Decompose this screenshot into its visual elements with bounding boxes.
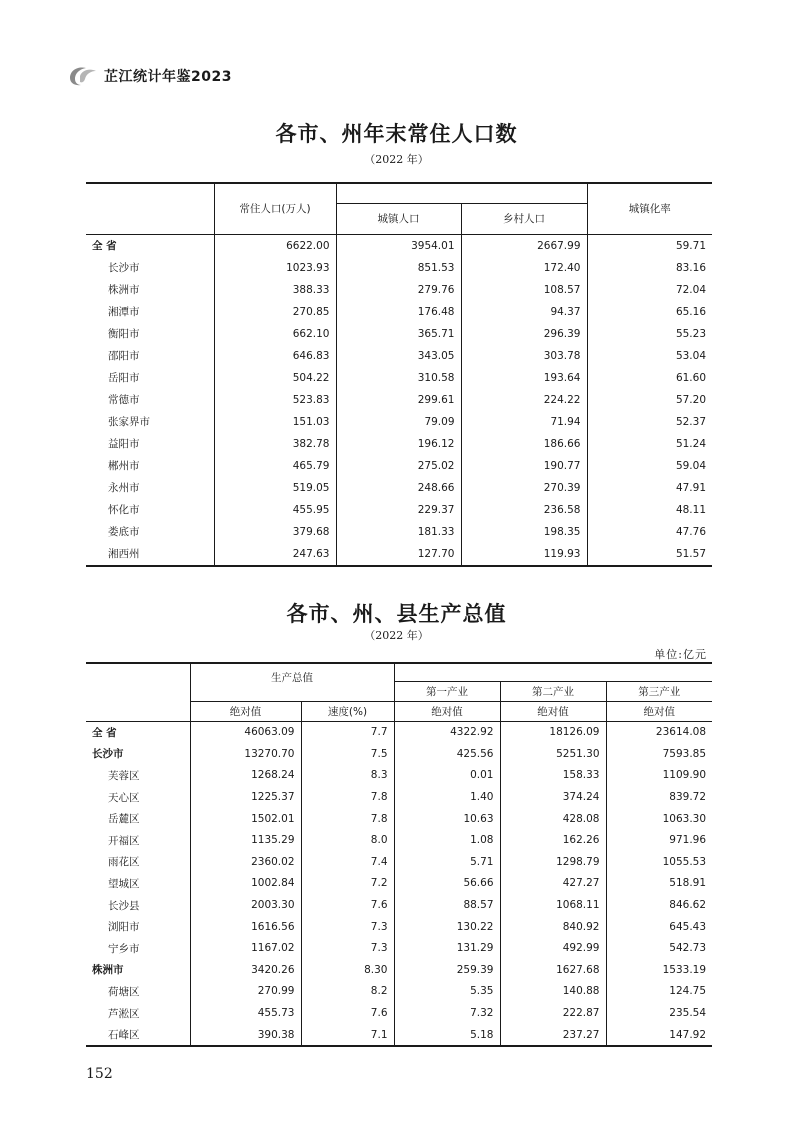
gdp-speed-value: 7.8 — [301, 786, 394, 808]
region-name: 郴州市 — [86, 455, 214, 477]
header-urban-population: 城镇人口 — [336, 203, 461, 234]
table-row — [86, 1002, 712, 1024]
urbanization-rate-value: 51.24 — [675, 437, 706, 450]
table-row — [86, 937, 712, 959]
rural-population-value: 198.35 — [461, 521, 587, 543]
table-row — [86, 257, 712, 279]
region-name: 石峰区 — [86, 1024, 190, 1047]
region-name: 长沙县 — [86, 894, 190, 916]
gdp-absolute-value: 2003.30 — [190, 894, 301, 916]
secondary-industry-value: 5251.30 — [500, 743, 606, 765]
secondary-industry-value: 222.87 — [500, 1002, 606, 1024]
region-name: 长沙市 — [86, 257, 214, 279]
primary-industry-value: 259.39 — [394, 959, 500, 981]
rural-population-value: 119.93 — [461, 543, 587, 566]
tertiary-industry-value: 23614.08 — [606, 721, 712, 743]
gdp-absolute-value: 390.38 — [190, 1024, 301, 1047]
book-title: 芷江统计年鉴2023 — [104, 69, 232, 85]
secondary-industry-value: 428.08 — [500, 808, 606, 830]
rural-population-value: 186.66 — [461, 433, 587, 455]
region-name: 岳阳市 — [86, 367, 214, 389]
primary-industry-value: 0.01 — [394, 765, 500, 787]
resident-population-value: 379.68 — [214, 521, 336, 543]
urbanization-rate-value: 52.37 — [675, 415, 706, 428]
gdp-speed-value: 7.3 — [301, 937, 394, 959]
tertiary-industry-value: 846.62 — [669, 899, 707, 912]
urbanization-rate-value: 53.04 — [675, 349, 706, 362]
table1-stub-header — [86, 183, 214, 234]
table-row — [86, 851, 712, 873]
resident-population-value: 455.95 — [214, 499, 336, 521]
region-name: 望城区 — [86, 873, 190, 895]
header-secondary-absolute: 绝对值 — [500, 701, 606, 721]
table-row — [86, 455, 712, 477]
table-row — [86, 981, 712, 1003]
resident-population-value: 504.22 — [214, 367, 336, 389]
rural-population-value: 108.57 — [461, 279, 587, 301]
gdp-absolute-value: 270.99 — [190, 981, 301, 1003]
table-row — [86, 499, 712, 521]
gdp-speed-value: 7.4 — [301, 851, 394, 873]
urban-population-value: 181.33 — [336, 521, 461, 543]
resident-population-value: 247.63 — [214, 543, 336, 566]
table-row — [86, 411, 712, 433]
header-urbanization-rate: 城镇化率 — [628, 203, 671, 215]
urban-population-value: 79.09 — [336, 411, 461, 433]
region-name: 株洲市 — [86, 279, 214, 301]
gdp-speed-value: 7.2 — [301, 873, 394, 895]
secondary-industry-value: 158.33 — [500, 765, 606, 787]
header-resident-span — [336, 183, 587, 203]
gdp-absolute-value: 2360.02 — [190, 851, 301, 873]
table-row — [86, 808, 712, 830]
secondary-industry-value: 1298.79 — [500, 851, 606, 873]
header-gdp-speed: 速度(%) — [301, 701, 394, 721]
table-row — [86, 345, 712, 367]
urban-population-value: 343.05 — [336, 345, 461, 367]
resident-population-value: 270.85 — [214, 301, 336, 323]
primary-industry-value: 425.56 — [394, 743, 500, 765]
resident-population-value: 662.10 — [214, 323, 336, 345]
header-gdp: 生产总值 — [190, 663, 394, 701]
table-row — [86, 829, 712, 851]
secondary-industry-value: 1627.68 — [500, 959, 606, 981]
table-row — [86, 873, 712, 895]
primary-industry-value: 5.18 — [394, 1024, 500, 1047]
page-number: 152 — [86, 1066, 113, 1082]
table2-unit: 单位:亿元 — [654, 648, 707, 661]
tertiary-industry-value: 147.92 — [669, 1028, 707, 1041]
tertiary-industry-value: 124.75 — [669, 985, 707, 998]
resident-population-value: 151.03 — [214, 411, 336, 433]
table-row — [86, 786, 712, 808]
primary-industry-value: 10.63 — [394, 808, 500, 830]
urban-population-value: 851.53 — [336, 257, 461, 279]
gdp-absolute-value: 1225.37 — [190, 786, 301, 808]
table-row — [86, 1024, 712, 1047]
table-row — [86, 389, 712, 411]
secondary-industry-value: 492.99 — [500, 937, 606, 959]
gdp-speed-value: 7.8 — [301, 808, 394, 830]
urbanization-rate-value: 83.16 — [675, 261, 706, 274]
region-name: 开福区 — [86, 829, 190, 851]
tertiary-industry-value: 1055.53 — [662, 855, 707, 868]
resident-population-value: 465.79 — [214, 455, 336, 477]
secondary-industry-value: 18126.09 — [500, 721, 606, 743]
urbanization-rate-value: 51.57 — [675, 547, 706, 560]
gdp-speed-value: 8.2 — [301, 981, 394, 1003]
region-name: 全 省 — [86, 234, 214, 257]
urbanization-rate-value: 59.71 — [587, 234, 712, 257]
table-row — [86, 279, 712, 301]
secondary-industry-value: 1068.11 — [500, 894, 606, 916]
header-gdp-absolute: 绝对值 — [190, 701, 301, 721]
region-name: 邵阳市 — [86, 345, 214, 367]
urbanization-rate-value: 65.16 — [675, 305, 706, 318]
table2-title: 各市、州、县生产总值 — [286, 601, 507, 626]
table-row — [86, 916, 712, 938]
region-name: 怀化市 — [86, 499, 214, 521]
table-row — [86, 521, 712, 543]
primary-industry-value: 4322.92 — [394, 721, 500, 743]
header-primary-absolute: 绝对值 — [394, 701, 500, 721]
gdp-speed-value: 8.30 — [301, 959, 394, 981]
rural-population-value: 296.39 — [461, 323, 587, 345]
header-gdp-span — [394, 663, 712, 681]
secondary-industry-value: 427.27 — [500, 873, 606, 895]
urban-population-value: 275.02 — [336, 455, 461, 477]
urban-population-value: 279.76 — [336, 279, 461, 301]
urban-population-value: 310.58 — [336, 367, 461, 389]
header-tertiary-absolute: 绝对值 — [643, 705, 676, 718]
tertiary-industry-value: 1109.90 — [662, 769, 707, 782]
resident-population-value: 646.83 — [214, 345, 336, 367]
table-row — [86, 433, 712, 455]
rural-population-value: 270.39 — [461, 477, 587, 499]
gdp-speed-value: 7.6 — [301, 894, 394, 916]
tertiary-industry-value: 7593.85 — [662, 747, 707, 760]
tertiary-industry-value: 235.54 — [669, 1007, 707, 1020]
header-secondary-industry: 第二产业 — [500, 681, 606, 701]
table1-title: 各市、州年末常住人口数 — [275, 121, 518, 146]
urbanization-rate-value: 72.04 — [675, 283, 706, 296]
rural-population-value: 2667.99 — [461, 234, 587, 257]
urban-population-value: 365.71 — [336, 323, 461, 345]
primary-industry-value: 5.35 — [394, 981, 500, 1003]
region-name: 益阳市 — [86, 433, 214, 455]
tertiary-industry-value: 542.73 — [669, 942, 707, 955]
table-row — [86, 743, 712, 765]
urbanization-rate-value: 47.76 — [675, 525, 706, 538]
primary-industry-value: 131.29 — [394, 937, 500, 959]
table-row — [86, 234, 712, 257]
header-primary-industry: 第一产业 — [394, 681, 500, 701]
tertiary-industry-value: 518.91 — [669, 877, 707, 890]
urban-population-value: 176.48 — [336, 301, 461, 323]
gdp-absolute-value: 46063.09 — [190, 721, 301, 743]
rural-population-value: 71.94 — [461, 411, 587, 433]
header-rural-population: 乡村人口 — [461, 203, 587, 234]
rural-population-value: 172.40 — [461, 257, 587, 279]
table1-subtitle: （2022 年） — [364, 153, 429, 166]
region-name: 芦淞区 — [86, 1002, 190, 1024]
tertiary-industry-value: 1063.30 — [662, 812, 707, 825]
primary-industry-value: 5.71 — [394, 851, 500, 873]
region-name: 株洲市 — [86, 959, 190, 981]
table-row — [86, 323, 712, 345]
region-name: 常德市 — [86, 389, 214, 411]
region-name: 全 省 — [86, 721, 190, 743]
gdp-absolute-value: 1616.56 — [190, 916, 301, 938]
primary-industry-value: 56.66 — [394, 873, 500, 895]
region-name: 荷塘区 — [86, 981, 190, 1003]
table-row — [86, 367, 712, 389]
rural-population-value: 236.58 — [461, 499, 587, 521]
table-row — [86, 894, 712, 916]
gdp-absolute-value: 1502.01 — [190, 808, 301, 830]
gdp-table — [86, 662, 712, 1047]
primary-industry-value: 130.22 — [394, 916, 500, 938]
table-row — [86, 721, 712, 743]
region-name: 芙蓉区 — [86, 765, 190, 787]
region-name: 湘潭市 — [86, 301, 214, 323]
rural-population-value: 94.37 — [461, 301, 587, 323]
urban-population-value: 229.37 — [336, 499, 461, 521]
resident-population-value: 382.78 — [214, 433, 336, 455]
table2-subtitle: （2022 年） — [364, 629, 429, 642]
gdp-speed-value: 7.7 — [301, 721, 394, 743]
primary-industry-value: 88.57 — [394, 894, 500, 916]
region-name: 天心区 — [86, 786, 190, 808]
resident-population-value: 519.05 — [214, 477, 336, 499]
resident-population-value: 6622.00 — [214, 234, 336, 257]
urban-population-value: 248.66 — [336, 477, 461, 499]
region-name: 永州市 — [86, 477, 214, 499]
gdp-speed-value: 7.1 — [301, 1024, 394, 1047]
region-name: 张家界市 — [86, 411, 214, 433]
secondary-industry-value: 140.88 — [500, 981, 606, 1003]
urban-population-value: 127.70 — [336, 543, 461, 566]
region-name: 湘西州 — [86, 543, 214, 566]
header-resident-population: 常住人口(万人) — [214, 183, 336, 234]
region-name: 浏阳市 — [86, 916, 190, 938]
urbanization-rate-value: 59.04 — [675, 459, 706, 472]
region-name: 岳麓区 — [86, 808, 190, 830]
region-name: 雨花区 — [86, 851, 190, 873]
region-name: 长沙市 — [86, 743, 190, 765]
table2-stub-header — [86, 663, 190, 721]
urbanization-rate-value: 48.11 — [675, 503, 706, 516]
gdp-absolute-value: 1135.29 — [190, 829, 301, 851]
primary-industry-value: 7.32 — [394, 1002, 500, 1024]
secondary-industry-value: 162.26 — [500, 829, 606, 851]
gdp-speed-value: 7.3 — [301, 916, 394, 938]
region-name: 衡阳市 — [86, 323, 214, 345]
resident-population-value: 523.83 — [214, 389, 336, 411]
secondary-industry-value: 237.27 — [500, 1024, 606, 1047]
rural-population-value: 303.78 — [461, 345, 587, 367]
urban-population-value: 196.12 — [336, 433, 461, 455]
tertiary-industry-value: 1533.19 — [662, 963, 707, 976]
gdp-speed-value: 8.3 — [301, 765, 394, 787]
urbanization-rate-value: 57.20 — [675, 393, 706, 406]
region-name: 宁乡市 — [86, 937, 190, 959]
resident-population-value: 388.33 — [214, 279, 336, 301]
gdp-absolute-value: 1167.02 — [190, 937, 301, 959]
secondary-industry-value: 840.92 — [500, 916, 606, 938]
yearbook-logo-icon — [66, 64, 98, 88]
tertiary-industry-value: 971.96 — [669, 834, 707, 847]
table-row — [86, 765, 712, 787]
urban-population-value: 3954.01 — [336, 234, 461, 257]
region-name: 娄底市 — [86, 521, 214, 543]
gdp-absolute-value: 1002.84 — [190, 873, 301, 895]
gdp-absolute-value: 13270.70 — [190, 743, 301, 765]
urbanization-rate-value: 61.60 — [675, 371, 706, 384]
rural-population-value: 224.22 — [461, 389, 587, 411]
urbanization-rate-value: 55.23 — [675, 327, 706, 340]
table-row — [86, 959, 712, 981]
header-tertiary-industry: 第三产业 — [606, 681, 712, 701]
gdp-speed-value: 7.6 — [301, 1002, 394, 1024]
gdp-speed-value: 7.5 — [301, 743, 394, 765]
table-row — [86, 543, 712, 566]
table-row — [86, 301, 712, 323]
urbanization-rate-value: 47.91 — [675, 481, 706, 494]
resident-population-value: 1023.93 — [214, 257, 336, 279]
primary-industry-value: 1.40 — [394, 786, 500, 808]
gdp-speed-value: 8.0 — [301, 829, 394, 851]
primary-industry-value: 1.08 — [394, 829, 500, 851]
table-row — [86, 477, 712, 499]
tertiary-industry-value: 645.43 — [669, 920, 707, 933]
rural-population-value: 190.77 — [461, 455, 587, 477]
urban-population-value: 299.61 — [336, 389, 461, 411]
population-table — [86, 182, 712, 567]
tertiary-industry-value: 839.72 — [669, 791, 707, 804]
gdp-absolute-value: 455.73 — [190, 1002, 301, 1024]
gdp-absolute-value: 3420.26 — [190, 959, 301, 981]
secondary-industry-value: 374.24 — [500, 786, 606, 808]
rural-population-value: 193.64 — [461, 367, 587, 389]
gdp-absolute-value: 1268.24 — [190, 765, 301, 787]
